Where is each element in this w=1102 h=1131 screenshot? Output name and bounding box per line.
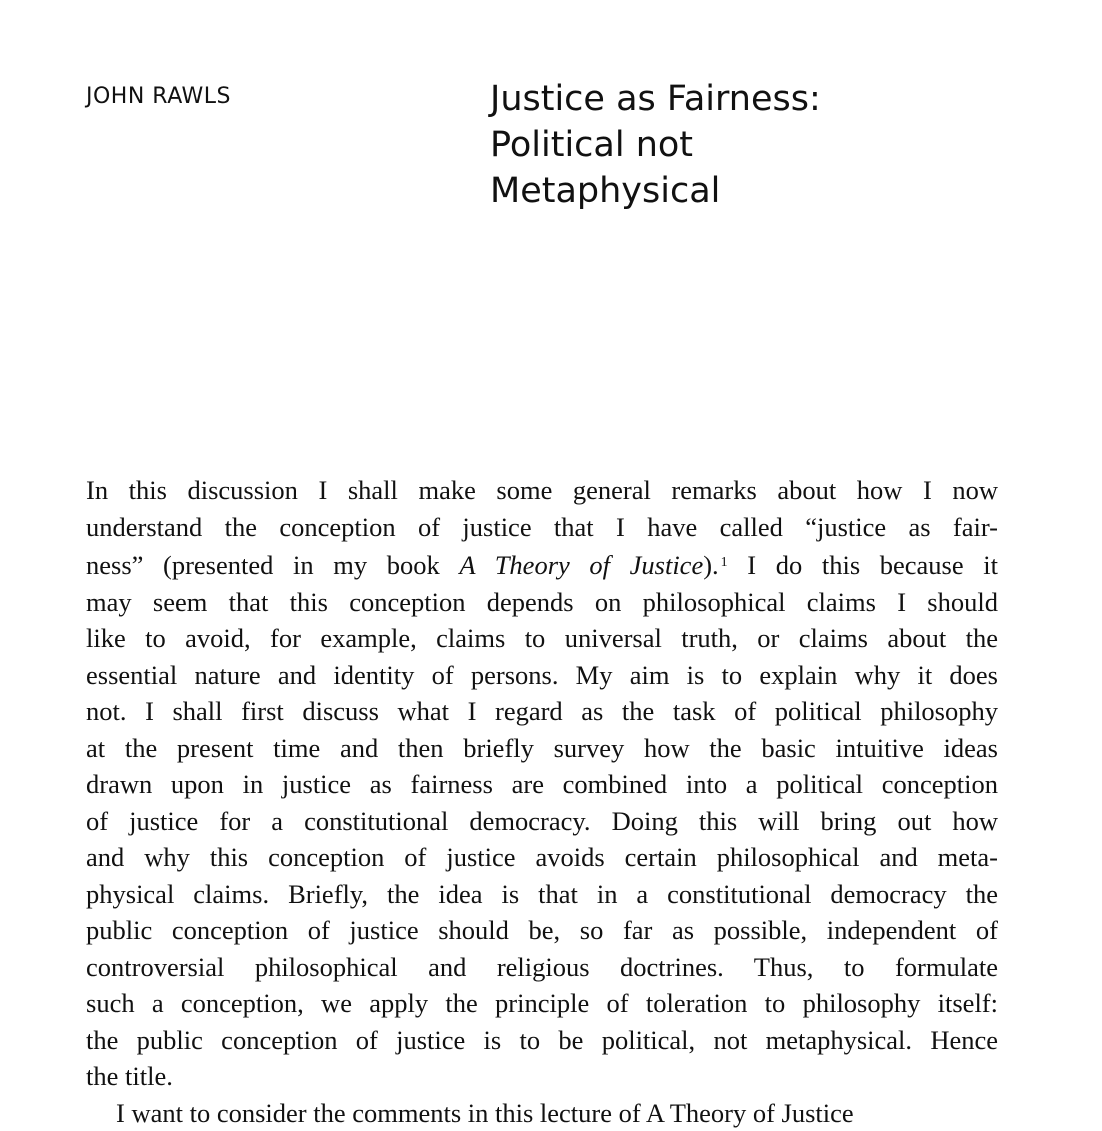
body-line: like to avoid, for example, claims to universal truth, or claims about the (86, 623, 998, 653)
body-paragraph (86, 472, 998, 1128)
body-line: the title. (86, 1061, 173, 1091)
footnote-marker: 1 (720, 555, 728, 570)
body-line: at the present time and then briefly survey how the basic intuitive ideas (86, 732, 998, 763)
body-line: essential nature and identity of persons. My aim is to explain why it does (86, 659, 998, 690)
body-line: controversial philosophical and religious doctrines. Thus, to formulate (86, 951, 998, 982)
body-line: such a conception, we apply the principle of toleration to philosophy itself: (86, 988, 998, 1018)
body-line (86, 545, 998, 584)
body-line-text: ). (703, 550, 719, 580)
author-name: JOHN RAWLS (86, 84, 232, 109)
body-line: drawn upon in justice as fairness are combined into a political conception (86, 769, 998, 799)
body-line: In this discussion I shall make some general remarks about how I now (86, 475, 998, 505)
title-line-3: Metaphysical (490, 171, 721, 211)
body-line: not. I shall first discuss what I regard as the task of political philosophy (86, 696, 998, 726)
article-title (490, 76, 821, 214)
body-line: and why this conception of justice avoids certain philosophical and meta- (86, 842, 998, 872)
body-line: may seem that this conception depends on philosophical claims I should (86, 586, 998, 617)
body-line-truncated: I want to consider the comments in this lecture of A Theory of Justice (116, 1097, 854, 1128)
body-line: public conception of justice should be, so far as possible, independent of (86, 915, 998, 945)
body-line: the public conception of justice is to be political, not metaphysical. Hence (86, 1024, 998, 1055)
book-title: A Theory of Justice (459, 550, 704, 580)
body-line-text: I do this because it (727, 550, 998, 580)
body-line: physical claims. Briefly, the idea is that in a constitutional democracy the (86, 878, 998, 909)
body-line-text: ness” (presented in my book (86, 550, 460, 580)
title-line-2: Political not (490, 125, 694, 165)
body-line: of justice for a constitutional democracy. Doing this will bring out how (86, 805, 998, 836)
title-line-1: Justice as Fairness: (490, 79, 821, 119)
body-line: understand the conception of justice that I have called “justice as fair- (86, 511, 998, 542)
